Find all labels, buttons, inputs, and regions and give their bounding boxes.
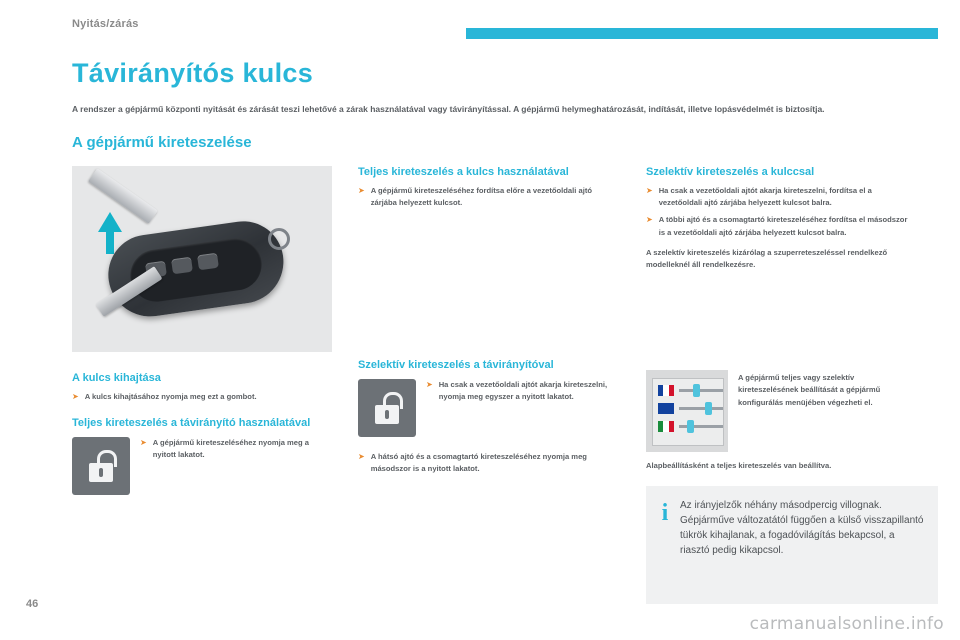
tile-row-unlock [72,437,322,495]
section-subtitle: A gépjármű kireteszelése [72,134,252,151]
flag-italy-icon [658,421,674,432]
heading-key-unfold: A kulcs kihajtása [72,372,161,384]
bullet-selective-1 [426,379,610,404]
heading-full-unlock-key: Teljes kireteszelés a kulcs használatával [358,166,569,178]
slider-3[interactable] [679,425,723,428]
column-middle [358,166,610,490]
bullet-text: A gépjármű kireteszeléséhez nyomja meg a nyitott lakatot. [152,437,310,460]
chevron-right-icon: ➤ [140,437,147,447]
heading-selective-unlock-key: Szelektív kireteszelés a kulccsal [646,166,815,178]
paragraph-superlock: A szelektív kireteszelés kizárólag a szuperreteszeléssel rendelkező modelleknél áll rendelkezésre. [646,247,888,270]
chevron-right-icon: ➤ [646,185,653,195]
remote-key-photo [72,166,332,352]
chevron-right-icon: ➤ [426,380,433,390]
bullet-text: Ha csak a vezetőoldali ajtót akarja kireteszelni, nyomja meg egyszer a nyitott lakatot. [438,380,608,402]
bullet-key-unfold [72,391,322,403]
open-lock-icon [72,437,130,495]
flag-france-icon [658,385,674,396]
heading-selective-unlock-remote: Szelektív kireteszelés a távirányítóval [358,359,554,372]
block-full-unlock-remote [72,417,322,495]
bullet-text: A hátsó ajtó és a csomagtartó kireteszeléséhez nyomja meg másodszor is a nyitott lakatot. [370,452,587,474]
slider-2[interactable] [679,407,723,410]
chevron-right-icon: ➤ [646,215,653,225]
heading-full-unlock-remote: Teljes kireteszelés a távirányító használatával [72,417,311,430]
block-selective-unlock-remote [358,359,610,475]
watermark: carmanualsonline.info [749,614,944,634]
flag-uk-icon [658,403,674,414]
left-margin [0,0,62,640]
bullet-text: Ha csak a vezetőoldali ajtót akarja kireteszelni, fordítsa el a vezetőoldali ajtó zárjába helyezett kulcsot balra. [658,185,872,208]
column-right [646,166,908,272]
open-lock-icon [358,379,416,437]
page-number: 46 [26,598,39,610]
tile-row-selective [358,379,610,437]
key-button-boot [197,253,219,271]
info-icon: i [661,500,669,526]
arrow-icon [98,212,122,232]
chevron-right-icon: ➤ [358,452,365,462]
slider-1[interactable] [679,389,723,392]
block-full-unlock-key [358,166,610,209]
arrow-stem [106,230,114,254]
configurator-note: Alapbeállításként a teljes kireteszelés van beállítva. [646,461,832,470]
configurator-block [646,370,908,452]
block-key-unfold [72,372,322,403]
bullet-selective-key-2 [646,214,908,239]
bullet-full-unlock-remote [140,437,322,462]
configuration-menu-photo [646,370,728,452]
bullet-text: A kulcs kihajtásához nyomja meg ezt a gombot. [84,391,257,401]
info-callout [646,486,938,604]
intro-paragraph: A rendszer a gépjármű központi nyitását és zárását teszi lehetővé a zárak használatával vagy távirányítással. A gépjármű helymeghatározását, indítását, illetve lopásvédelmét is biztosítja. [72,104,825,114]
key-button-unlock [171,257,193,275]
info-text: Az irányjelzők néhány másodpercig villognak. Gépjárműve változatától függően a külső visszapillantó tükrök kihajlanak, a fogadóvilágítás bekapcsol, a riasztó pedig kikapcsol. [680,500,924,556]
bullet-text: A többi ajtó és a csomagtartó kireteszeléséhez fordítsa el másodszor is a vezetőoldali ajtó zárjába helyezett kulcsot balra. [658,215,908,237]
bullet-selective-key-1 [646,185,908,210]
header-accent-bar [466,28,938,39]
key-ring [268,228,290,250]
chevron-right-icon: ➤ [72,391,79,401]
chevron-right-icon: ➤ [358,185,365,195]
screen-frame [652,378,724,446]
column-left [72,372,322,509]
configurator-text: A gépjármű teljes vagy szelektív kireteszelésének beállítását a gépjármű konfigurálás menüjében végezheti el. [738,373,881,407]
bullet-full-unlock-key [358,185,610,210]
bullet-selective-2 [358,451,610,476]
page-title: Távirányítós kulcs [72,58,314,88]
section-label: Nyitás/zárás [72,18,139,30]
bullet-text: A gépjármű kireteszeléséhez fordítsa előre a vezetőoldali ajtó zárjába helyezett kulcsot. [370,185,592,208]
